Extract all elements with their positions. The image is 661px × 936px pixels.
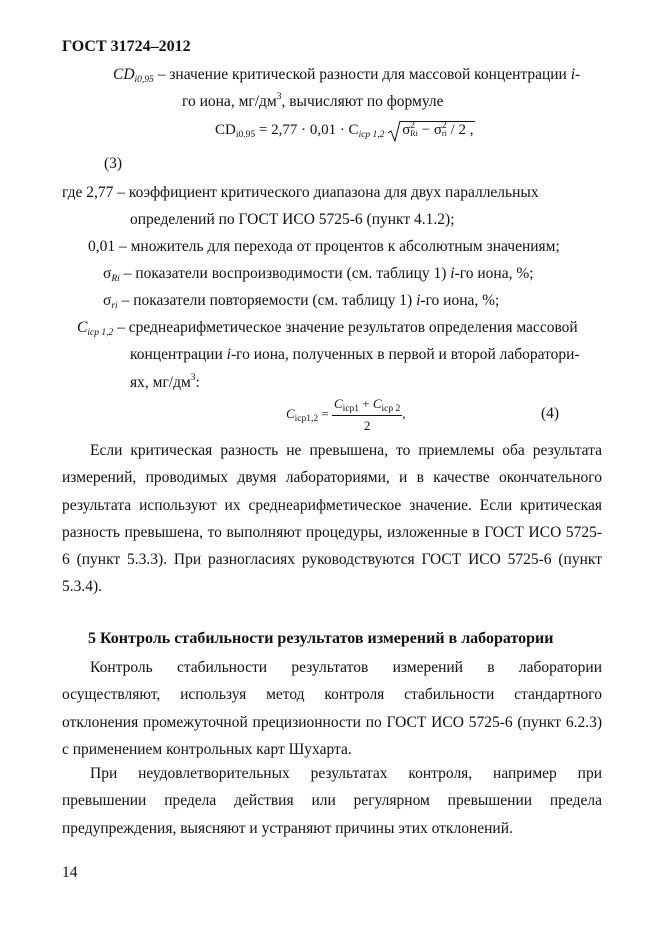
f3-sigma2: σ bbox=[433, 122, 442, 138]
def-sigma-rs-sym: σ bbox=[103, 292, 112, 309]
def-c-sub: icp 1,2 bbox=[87, 328, 114, 338]
f4-plus: + bbox=[359, 396, 373, 411]
cd-definition-line2 bbox=[182, 92, 444, 111]
def-c-line3 bbox=[130, 373, 200, 392]
f4-fraction bbox=[332, 396, 402, 434]
cd-line2-sup: 3 bbox=[276, 92, 282, 102]
def-c-l3-post: : bbox=[195, 374, 200, 391]
def-001: 0,01 – множитель для перехода от процентов к абсолютным значениям; bbox=[88, 238, 560, 255]
def-sigma-rs-post: -го иона, %; bbox=[420, 292, 500, 309]
f3-sigma1-sub: Ri bbox=[410, 129, 418, 138]
cd-symbol-sub: i0,95 bbox=[134, 75, 154, 85]
f4-num-a: C bbox=[334, 396, 343, 411]
def-sigma-r-post: -го иона, %; bbox=[454, 265, 534, 282]
paragraph-stability-control bbox=[62, 654, 602, 763]
def-277-text: 2,77 – коэффициент критического диапазона для двух параллельных bbox=[86, 184, 539, 201]
f4-num-b: C bbox=[372, 396, 382, 411]
def-sigma-r-small bbox=[103, 292, 499, 311]
def-c-sym: C bbox=[77, 319, 88, 336]
f3-sigma1-sup: 2 bbox=[410, 121, 416, 131]
page-number: 14 bbox=[62, 864, 78, 881]
cd-ion-i: i bbox=[570, 66, 576, 83]
f3-eq: = 2,77 · 0,01 · C bbox=[258, 122, 359, 138]
def-277-line2: определений по ГОСТ ИСО 5725-6 (пункт 4.1.2); bbox=[130, 211, 455, 228]
f4-num-b-sub: icp 2 bbox=[381, 404, 401, 414]
def-c-l2-i: i bbox=[226, 346, 231, 363]
f3-lhs: CD bbox=[215, 122, 236, 138]
def-sigma-r-sym: σ bbox=[103, 265, 112, 282]
f3-c-sub: icp 1,2 bbox=[358, 130, 385, 140]
def-sigma-rs-text: – показатели повторяемости (см. таблицу 1) bbox=[117, 292, 417, 309]
formula-3-number: (3) bbox=[104, 155, 123, 172]
f4-lhs-sub: icp1,2 bbox=[294, 413, 319, 424]
f4-num-a-sub: icp1 bbox=[342, 404, 360, 414]
f3-minus: − bbox=[417, 122, 434, 138]
def-c-line1 bbox=[77, 319, 578, 338]
def-sigma-r bbox=[103, 265, 534, 284]
def-c-l3-pre: ях, мг/дм bbox=[130, 374, 191, 391]
formula-4-number: (4) bbox=[541, 405, 560, 422]
def-c-text: – среднеарифметическое значение результатов определения массовой bbox=[113, 319, 578, 336]
f3-sigma1: σ bbox=[402, 122, 411, 138]
def-sigma-rs-i: i bbox=[416, 292, 421, 309]
paragraph-critical-difference-text: Если критическая разность не превышена, то приемлемы оба результата измерений, проводимых двумя лабораториями, и в качестве окончательного результата используют их среднеарифметическое значение. Если критическая разность превышена, то выполняют процедуры, изложенные в ГОСТ ИСО 5725-6 (пункт 5.3.3). При разногласиях руководствуются ГОСТ ИСО 5725-6 (пункт 5.3.4). bbox=[62, 442, 602, 596]
cd-line2-post: , вычисляют по формуле bbox=[281, 93, 444, 110]
cd-hyphen: - bbox=[575, 66, 581, 83]
cd-definition-text: – значение критической разности для массовой концентрации bbox=[157, 66, 567, 83]
cd-symbol: CD bbox=[113, 66, 135, 83]
paragraph-stability-control-text: Контроль стабильности результатов измерений в лаборатории осуществляют, используя метод контроля стабильности стандартного отклонения промежуточной прецизионности по ГОСТ ИСО 5725-6 (пункт 6.2.3) с применением контрольных карт Шухарта. bbox=[62, 659, 602, 758]
def-sigma-r-i: i bbox=[450, 265, 455, 282]
sqrt-symbol bbox=[388, 121, 475, 139]
def-sigma-r-sub: Ri bbox=[111, 274, 120, 284]
formula-4 bbox=[286, 396, 406, 434]
f3-sigma2-sup: 2 bbox=[441, 121, 447, 131]
f4-tail: , bbox=[402, 405, 406, 421]
cd-definition-line1 bbox=[113, 66, 580, 85]
def-c-l3-sup: 3 bbox=[190, 373, 196, 383]
defs-intro: где bbox=[62, 184, 83, 201]
f3-tail: / 2 , bbox=[446, 122, 474, 138]
document-header: ГОСТ 31724–2012 bbox=[62, 38, 191, 55]
f4-eq: = bbox=[318, 405, 332, 421]
f3-lhs-sub: i0.95 bbox=[235, 130, 256, 140]
paragraph-unsatisfactory-text: При неудовлетворительных результатах контроля, например при превышении предела действия или регулярном превышении предела предупреждения, выясняют и устраняют причины этих отклонений. bbox=[62, 765, 602, 837]
f3-sigma2-sub: ri bbox=[441, 129, 447, 138]
formula-3 bbox=[215, 121, 475, 140]
def-c-l2-pre: концентрации bbox=[130, 346, 227, 363]
f4-lhs: C bbox=[286, 405, 295, 421]
def-sigma-r-text: – показатели воспроизводимости (см. таблицу 1) bbox=[119, 265, 451, 282]
paragraph-unsatisfactory bbox=[62, 760, 602, 842]
def-c-l2-post: -го иона, полученных в первой и второй лаборатори- bbox=[230, 346, 580, 363]
def-277-line1 bbox=[62, 184, 539, 202]
f4-denominator: 2 bbox=[363, 418, 371, 433]
def-c-line2 bbox=[130, 346, 580, 364]
paragraph-critical-difference bbox=[62, 437, 602, 601]
def-sigma-rs-sub: ri bbox=[111, 301, 118, 311]
section-title: 5 Контроль стабильности результатов измерений в лаборатории bbox=[88, 630, 554, 647]
f4-numerator bbox=[332, 396, 402, 416]
cd-line2-text: го иона, мг/дм bbox=[182, 93, 277, 110]
